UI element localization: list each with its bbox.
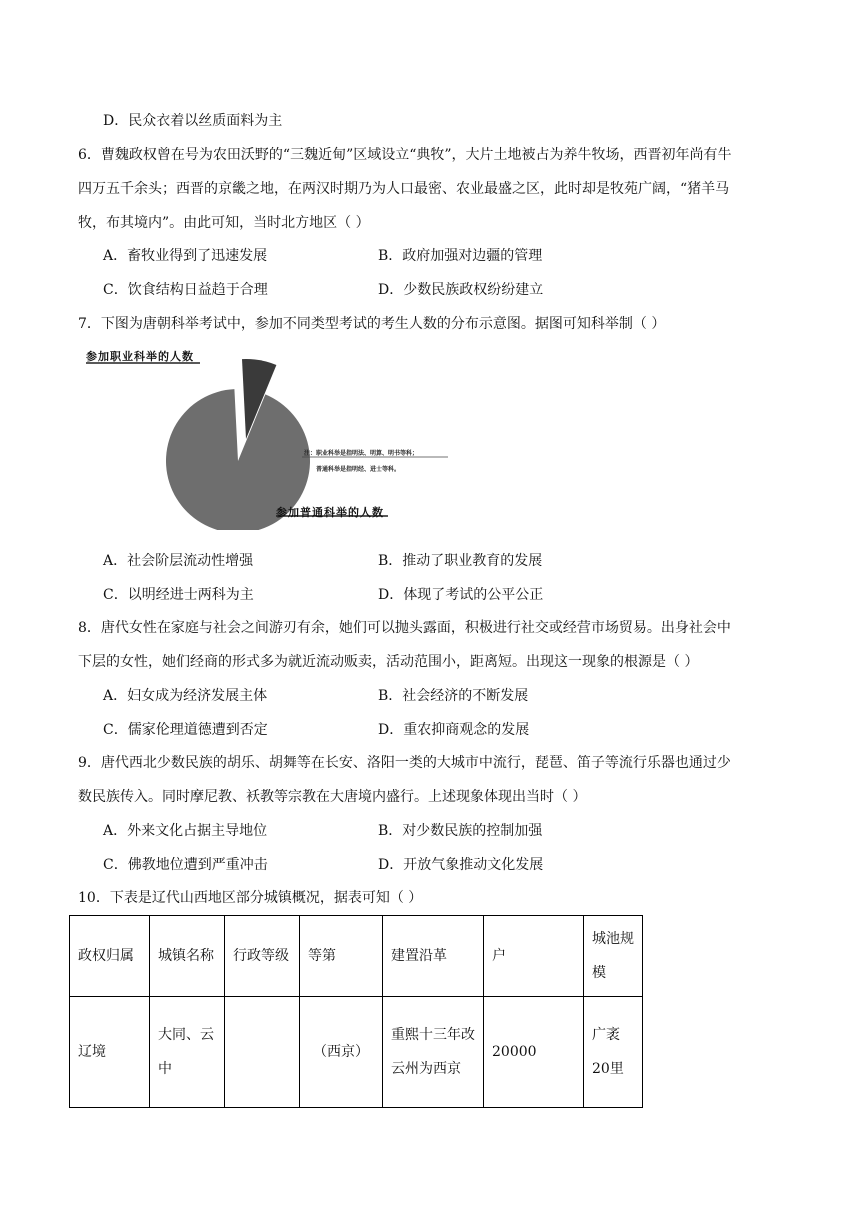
table-cell: 大同、云中 xyxy=(150,997,225,1108)
q9-stem-line1: 9．唐代西北少数民族的胡乐、胡舞等在长安、洛阳一类的大城市中流行，琵琶、笛子等流行乐器也通过少 xyxy=(78,755,731,771)
pie-chart-figure xyxy=(76,344,456,530)
q6-option-a: A．畜牧业得到了迅速发展 xyxy=(103,248,268,264)
table-cell: 重熙十三年改云州为西京 xyxy=(383,997,484,1108)
q8-option-a: A．妇女成为经济发展主体 xyxy=(103,688,268,704)
q7-option-d: D．体现了考试的公平公正 xyxy=(378,587,544,603)
table-row xyxy=(70,997,643,1108)
chart-label-general: 参加普通科举的人数 xyxy=(276,506,384,519)
table-header-cell: 政权归属 xyxy=(70,916,150,997)
table-header-cell: 城池规模 xyxy=(584,916,643,997)
q8-stem-line2: 下层的女性，她们经商的形式多为就近流动贩卖，活动范围小，距离短。出现这一现象的根源是（ ） xyxy=(78,654,699,670)
q9-stem-line2: 数民族传入。同时摩尼教、袄教等宗教在大唐境内盛行。上述现象体现出当时（ ） xyxy=(78,789,587,805)
q6-stem-line3: 牧，布其境内”。由此可知，当时北方地区（ ） xyxy=(78,215,370,231)
chart-note-line2: 普通科举是指明经、进士等科。 xyxy=(316,466,401,473)
table-header-cell: 城镇名称 xyxy=(150,916,225,997)
q9-option-b: B．对少数民族的控制加强 xyxy=(378,823,543,839)
pie-chart xyxy=(76,344,456,530)
q7-option-c: C．以明经进士两科为主 xyxy=(103,587,254,603)
q6-option-b: B．政府加强对边疆的管理 xyxy=(378,248,543,264)
q8-option-d: D．重农抑商观念的发展 xyxy=(378,722,530,738)
table-header-cell: 等第 xyxy=(300,916,383,997)
q10-stem-line1: 10．下表是辽代山西地区部分城镇概况，据表可知（ ） xyxy=(78,890,423,906)
q6-stem-line2: 四万五千余头；西晋的京畿之地，在两汉时期乃为人口最密、农业最盛之区，此时却是牧苑广阔，“猪羊马 xyxy=(78,181,730,197)
q9-option-d: D．开放气象推动文化发展 xyxy=(378,857,544,873)
q7-option-a: A．社会阶层流动性增强 xyxy=(103,553,254,569)
q6-option-d: D．少数民族政权纷纷建立 xyxy=(378,282,544,298)
q8-option-c: C．儒家伦理道德遭到否定 xyxy=(103,722,268,738)
q6-stem-line1: 6．曹魏政权曾在号为农田沃野的“三魏近甸”区域设立“典牧”，大片土地被占为养牛牧场，西晋初年尚有牛 xyxy=(78,147,732,163)
q7-option-b: B．推动了职业教育的发展 xyxy=(378,553,543,569)
q9-option-c: C．佛教地位遭到严重冲击 xyxy=(103,857,268,873)
chart-note-line1: 注：职业科举是指明法、明算、明书等科； xyxy=(304,450,419,457)
q8-option-b: B．社会经济的不断发展 xyxy=(378,688,529,704)
table-cell: 辽境 xyxy=(70,997,150,1108)
table-header-cell: 建置沿革 xyxy=(383,916,484,997)
q5-option-d: D．民众衣着以丝质面料为主 xyxy=(103,113,283,129)
chart-label-vocational: 参加职业科举的人数 xyxy=(86,350,194,363)
table-header-cell: 行政等级 xyxy=(225,916,300,997)
q7-stem-line1: 7．下图为唐朝科举考试中，参加不同类型考试的考生人数的分布示意图。据图可知科举制（ ） xyxy=(78,316,666,332)
city-table xyxy=(69,915,643,1108)
q6-option-c: C．饮食结构日益趋于合理 xyxy=(103,282,268,298)
table-cell xyxy=(225,997,300,1108)
table-header-cell: 户 xyxy=(484,916,584,997)
table-header-row xyxy=(70,916,643,997)
q8-stem-line1: 8．唐代女性在家庭与社会之间游刃有余，她们可以抛头露面，积极进行社交或经营市场贸易。出身社会中 xyxy=(78,620,731,636)
table-cell: 广袤20里 xyxy=(584,997,643,1108)
table-cell: （西京） xyxy=(300,997,383,1108)
q9-option-a: A．外来文化占据主导地位 xyxy=(103,823,268,839)
table-cell: 20000 xyxy=(484,997,584,1108)
